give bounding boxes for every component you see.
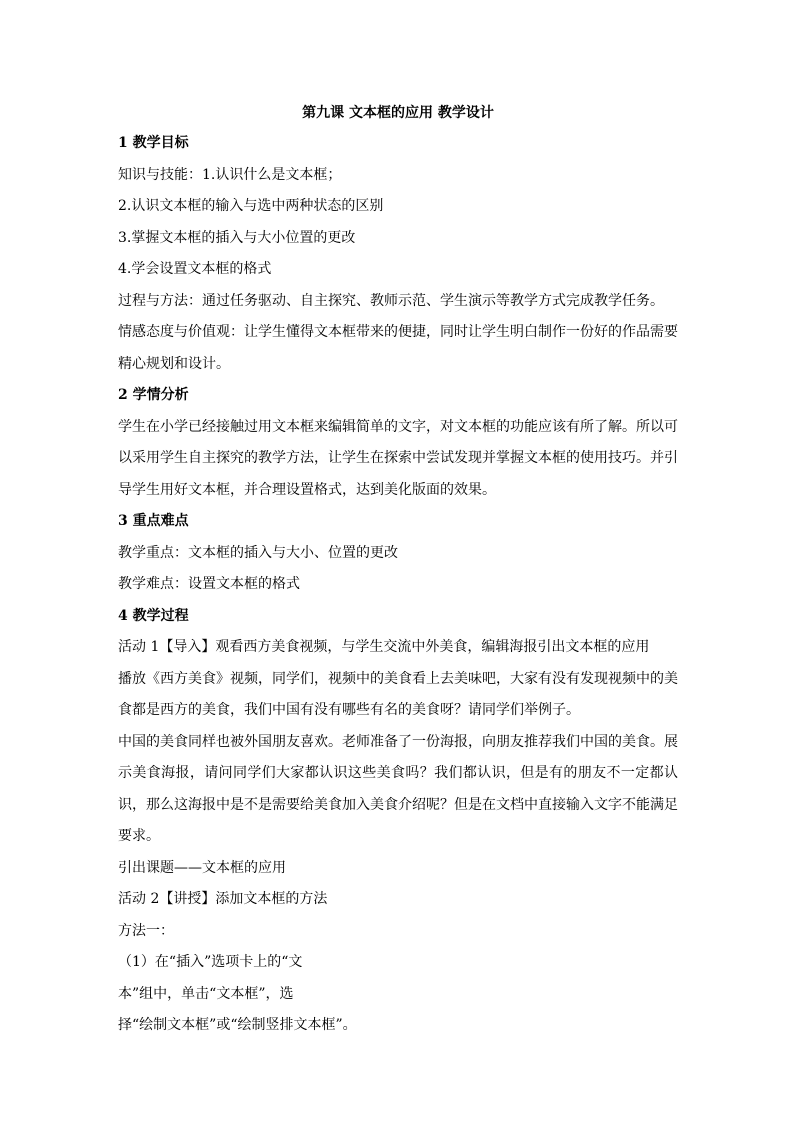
- paragraph: 教学难点：设置文本框的格式: [118, 576, 300, 592]
- paragraph: 4.学会设置文本框的格式: [118, 261, 272, 277]
- paragraph: 中国的美食同样也被外国朋友喜欢。老师准备了一份海报，向朋友推荐我们中国的美食。展示美食海报，请问同学们大家都认识这些美食吗？我们都认识，但是有的朋友不一定都认识，那么这海报中是不是需要给美食加入美食介绍呢？但是在文档中直接输入文字不能满足要求。: [118, 733, 678, 844]
- paragraph: 活动 1【导入】观看西方美食视频，与学生交流中外美食，编辑海报引出文本框的应用: [118, 639, 650, 655]
- paragraph: 活动 2【讲授】添加文本框的方法: [118, 891, 328, 907]
- paragraph: 情感态度与价值观：让学生懂得文本框带来的便捷，同时让学生明白制作一份好的作品需要精心规划和设计。: [118, 324, 678, 372]
- paragraph: （1）在“插入”选项卡上的“文: [118, 954, 303, 970]
- paragraph: 2.认识文本框的输入与选中两种状态的区别: [118, 198, 384, 214]
- paragraph: 播放《西方美食》视频，同学们，视频中的美食看上去美味吧，大家有没有发现视频中的美食都是西方的美食，我们中国有没有哪些有名的美食呀？请同学们举例子。: [118, 670, 678, 718]
- paragraph: 方法一：: [118, 922, 174, 939]
- paragraph: 择“绘制文本框”或“绘制竖排文本框”。: [118, 1017, 357, 1033]
- paragraph: 引出课题——文本框的应用: [118, 859, 286, 876]
- paragraph: 知识与技能：1.认识什么是文本框；: [118, 166, 342, 183]
- paragraph: 学生在小学已经接触过用文本框来编辑简单的文字，对文本框的功能应该有所了解。所以可以采用学生自主探究的教学方法，让学生在探索中尝试发现并掌握文本框的使用技巧。并引导学生用好文本框，并合理设置格式，达到美化版面的效果。: [118, 418, 678, 498]
- paragraph: 教学重点：文本框的插入与大小、位置的更改: [118, 544, 398, 561]
- paragraph: 本”组中，单击“文本框”，选: [118, 985, 294, 1002]
- section-heading-key-points: 3 重点难点: [118, 513, 189, 529]
- section-heading-analysis: 2 学情分析: [118, 387, 189, 403]
- document-title: 第九课 文本框的应用 教学设计: [302, 105, 494, 121]
- section-heading-process: 4 教学过程: [118, 607, 189, 624]
- paragraph: 3.掌握文本框的插入与大小位置的更改: [118, 229, 356, 246]
- paragraph: 过程与方法：通过任务驱动、自主探究、教师示范、学生演示等教学方式完成教学任务。: [118, 292, 664, 309]
- document-page: [118, 98, 678, 1042]
- section-heading-objectives: 1 教学目标: [118, 135, 189, 151]
